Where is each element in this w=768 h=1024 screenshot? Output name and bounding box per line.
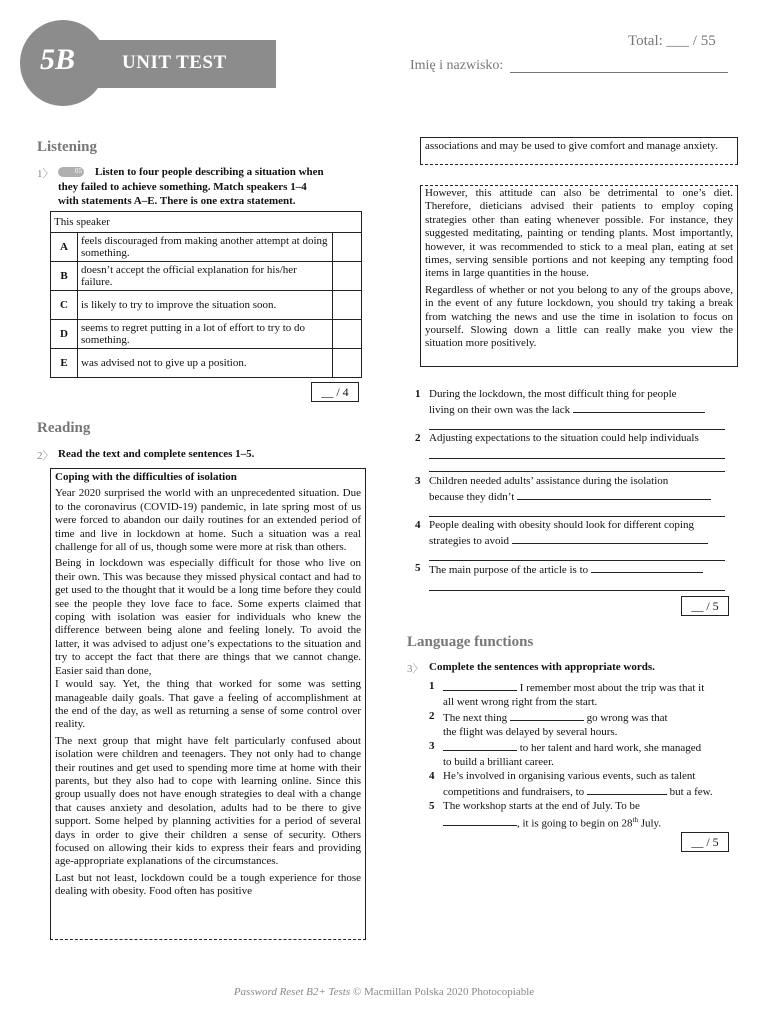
matching-table (50, 211, 362, 378)
answer-line[interactable] (429, 459, 725, 472)
reading-text-right (420, 185, 738, 367)
answer-box[interactable] (333, 291, 362, 320)
answer-blank[interactable] (587, 784, 667, 795)
total-score: Total: ___ / 55 (628, 33, 716, 49)
answer-blank[interactable] (517, 489, 711, 500)
listening-instruction-2: they failed to achieve something. Match speakers 1–4 (58, 181, 307, 193)
exercise-number: 3〉 (407, 663, 424, 675)
listening-title: Listening (37, 139, 98, 155)
answer-line[interactable] (429, 578, 725, 591)
language-item-1: 1 I remember most about the trip was that it all went wrong right from the start. (429, 680, 705, 708)
article-paragraph: Being in lockdown was especially difficult for those who live on their own. This was because they missed physical contact and had to get used to the thought that it would be a long time before they could see the people they love face to face. Some experts claimed that coping with isolation was easier for individuals who knew the difference between being alone and feeling lonely. To avoid the latter, it was advised to adjust one’s expectations to the situation and try to accept the fact that there are things that we cannot change. Easier said than done, (55, 557, 361, 677)
answer-blank[interactable] (512, 533, 708, 544)
answer-blank[interactable] (591, 562, 703, 573)
listening-instruction-1: Listen to four people describing a situation when (95, 166, 324, 178)
reading-sentence-2: 2 Adjusting expectations to the situation could help individuals (429, 432, 725, 472)
text-break-line (420, 164, 738, 165)
exercise-number: 1〉 (37, 168, 54, 180)
answer-blank[interactable] (443, 815, 517, 826)
article-title: Coping with the difficulties of isolation (55, 471, 237, 483)
table-row: E was advised not to give up a position. (51, 349, 362, 378)
reading-sentence-5: 5 The main purpose of the article is to (429, 562, 725, 591)
article-paragraph: I would say. Yet, the thing that worked for some was setting manageable daily goals. That gave a feeling of accomplishment at the end of the day, as well as returning a sense of some control over reality. (55, 678, 361, 731)
listening-instruction-3: with statements A–E. There is one extra statement. (58, 195, 296, 207)
unit-title: UNIT TEST (122, 52, 227, 73)
language-functions-title: Language functions (407, 634, 534, 650)
table-row: C is likely to try to improve the situation soon. (51, 291, 362, 320)
language-item-3: 3 to her talent and hard work, she managed to build a brilliant career. (429, 740, 702, 768)
answer-box[interactable] (333, 233, 362, 262)
answer-box[interactable] (333, 262, 362, 291)
reading-instruction: Read the text and complete sentences 1–5. (58, 448, 255, 460)
answer-box[interactable] (333, 349, 362, 378)
answer-blank[interactable] (443, 740, 517, 751)
article-paragraph: Year 2020 surprised the world with an unprecedented situation. Due to the coronavirus (COVID-19) pandemic, in late spring most of us were forced to abandon our daily routines for an extended period of time and live in lockdown at home. Such a situation was a real challenge for all of us, though some were more at risk than others. (55, 487, 361, 554)
table-row: B doesn’t accept the official explanation for his/her failure. (51, 262, 362, 291)
answer-blank[interactable] (573, 402, 705, 413)
language-item-4: 4 He’s involved in organising various events, such as talent competitions and fundraisers, to but a few. (429, 770, 713, 798)
answer-box[interactable] (333, 320, 362, 349)
answer-blank[interactable] (510, 710, 584, 721)
article-paragraph: Regardless of whether or not you belong to any of the groups above, in the event of any future lockdown, you should try taking a break from watching the news and use the time in isolation to focus on yourself. Slowing down a little can really make you view the situation more positively. (425, 283, 733, 350)
language-item-2: 2 The next thing go wrong was that the flight was delayed by several hours. (429, 710, 668, 738)
text-break-line (420, 185, 738, 186)
language-score-box: __ / 5 (681, 832, 729, 852)
exercise-number: 2〉 (37, 450, 54, 462)
answer-line[interactable] (429, 548, 725, 561)
listening-score-box: __ / 4 (311, 382, 359, 402)
reading-score-box: __ / 5 (681, 596, 729, 616)
article-paragraph: Last but not least, lockdown could be a tough experience for those dealing with obesity. Food often has positive (55, 871, 361, 898)
table-header: This speaker (51, 212, 362, 233)
name-field[interactable] (510, 72, 728, 73)
answer-line[interactable] (429, 417, 725, 430)
answer-line[interactable] (429, 446, 725, 459)
article-paragraph: However, this attitude can also be detrimental to one’s diet. Therefore, dieticians advised their patients to employ coping strategies other than eating whenever possible. For instance, they suggested meditating, painting or tending plants. Most importantly, however, it was recommended to stick to a meal plan, eating at set times, serving sensible portions and not keeping any tempting food items in large quantities in the house. (425, 187, 733, 280)
reading-sentence-4: 4 People dealing with obesity should look for different coping strategies to avoid (429, 519, 725, 561)
reading-sentence-3: 3 Children needed adults’ assistance during the isolation because they didn’t (429, 475, 725, 517)
article-paragraph: The next group that might have felt particularly confused about isolation were children and teenagers. They not only had to change their routines and get used to spending more time at home with their parents, but they also had to cope with learning online. Since this group usually does not have enough strategies to deal with a change that causes anxiety and desolation, adults had to be there to give support. Some helped by planning activities for a period of several days in order to give their children a sense of security. Others focused on allowing their kids to express their fears and providing age-appropriate explanations of the circumstances. (55, 734, 361, 868)
table-row: A feels discouraged from making another attempt at doing something. (51, 233, 362, 262)
answer-line[interactable] (429, 504, 725, 517)
audio-cd-icon: 05 (58, 163, 84, 181)
table-row: D seems to regret putting in a lot of effort to try to do something. (51, 320, 362, 349)
reading-text-continuation (420, 137, 738, 165)
language-item-5: 5 The workshop starts at the end of July. To be , it is going to begin on 28th July. (429, 800, 662, 830)
reading-title: Reading (37, 420, 91, 436)
answer-blank[interactable] (443, 680, 517, 691)
text-break-line (50, 939, 366, 940)
reading-text-left (50, 468, 366, 940)
name-label: Imię i nazwisko: (410, 58, 504, 73)
footer: Password Reset B2+ Tests © Macmillan Polska 2020 Photocopiable (233, 986, 535, 998)
language-instruction: Complete the sentences with appropriate words. (429, 661, 655, 673)
unit-number: 5B (40, 43, 76, 76)
reading-sentence-1: 1 During the lockdown, the most difficult thing for people living on their own was the lack (429, 388, 725, 430)
article-paragraph: associations and may be used to give comfort and manage anxiety. (425, 140, 718, 152)
